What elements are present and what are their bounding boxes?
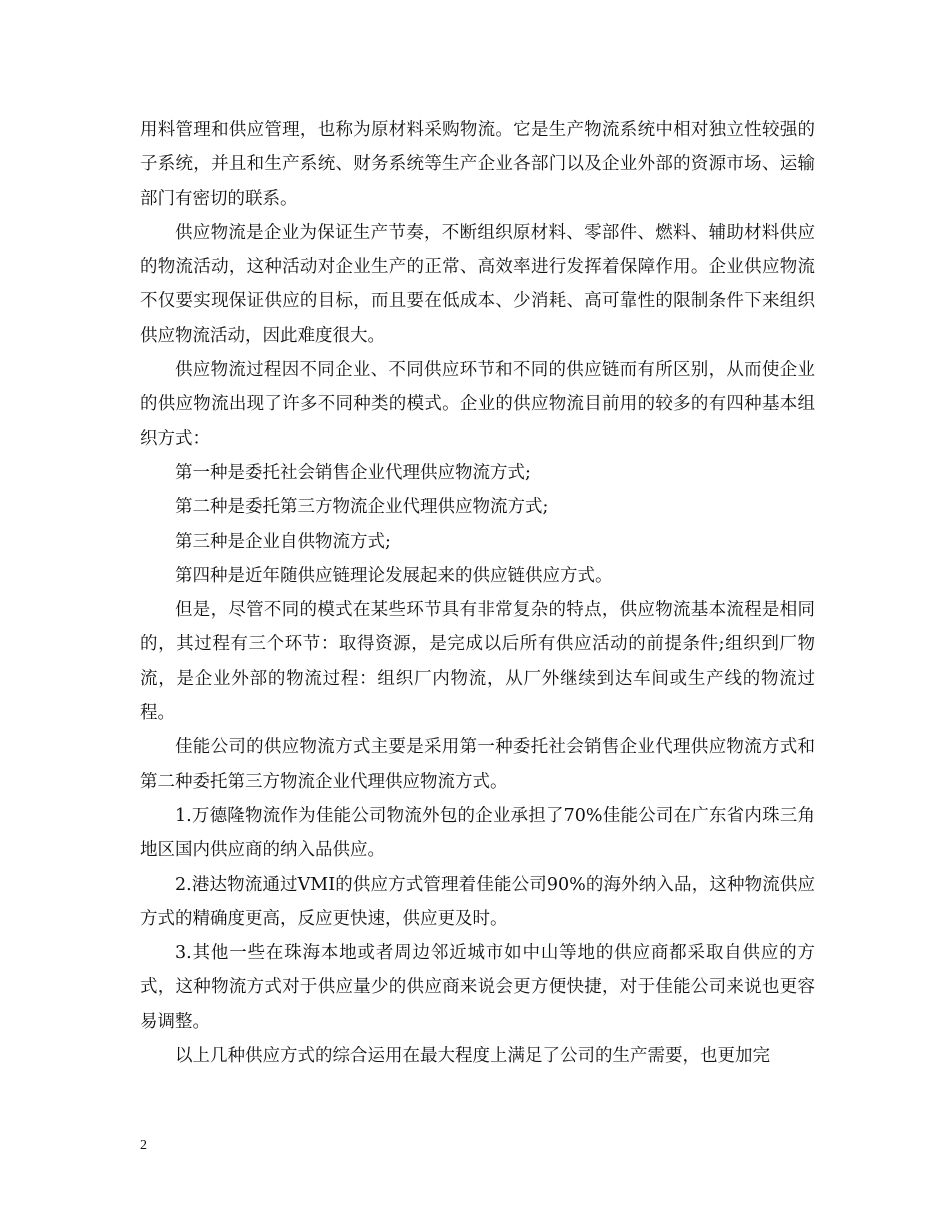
numbered-item-2: 2.港达物流通过VMI的供应方式管理着佳能公司90%的海外纳入品，这种物流供应方式的精确度更高，反应更快速，供应更及时。 (140, 874, 815, 929)
numbered-item-1: 1.万德隆物流作为佳能公司物流外包的企业承担了70%佳能公司在广东省内珠三角地区国内供应商的纳入品供应。 (140, 805, 815, 861)
paragraph-6: 以上几种供应方式的综合运用在最大程度上满足了公司的生产需要，也更加完 (175, 1046, 770, 1067)
list-item-3: 第三种是企业自供物流方式; (175, 531, 391, 552)
paragraph-4: 但是，尽管不同的模式在某些环节具有非常复杂的特点，供应物流基本流程是相同的，其过程有三个环节：取得资源，是完成以后所有供应活动的前提条件;组织到厂物流，是企业外部的物流过程：组织厂内物流，从厂外继续到达车间或生产线的物流过程。 (140, 600, 815, 724)
list-item-1: 第一种是委托社会销售企业代理供应物流方式; (175, 462, 531, 483)
paragraph-3: 供应物流过程因不同企业、不同供应环节和不同的供应链而有所区别，从而使企业的供应物流出现了许多不同种类的模式。企业的供应物流目前用的较多的有四种基本组织方式： (140, 360, 815, 449)
paragraph-2: 供应物流是企业为保证生产节奏，不断组织原材料、零部件、燃料、辅助材料供应的物流活动，这种活动对企业生产的正常、高效率进行发挥着保障作用。企业供应物流不仅要实现保证供应的目标，而且要在低成本、少消耗、高可靠性的限制条件下来组织供应物流活动，因此难度很大。 (140, 222, 815, 346)
paragraph-1: 用料管理和供应管理，也称为原材料采购物流。它是生产物流系统中相对独立性较强的子系统，并且和生产系统、财务系统等生产企业各部门以及企业外部的资源市场、运输部门有密切的联系。 (140, 120, 815, 209)
list-item-4: 第四种是近年随供应链理论发展起来的供应链供应方式。 (175, 565, 613, 586)
list-item-2: 第二种是委托第三方物流企业代理供应物流方式; (175, 497, 549, 518)
page-number: 2 (140, 1138, 147, 1153)
paragraph-5: 佳能公司的供应物流方式主要是采用第一种委托社会销售企业代理供应物流方式和第二种委托第三方物流企业代理供应物流方式。 (140, 737, 815, 792)
numbered-item-3: 3.其他一些在珠海本地或者周边邻近城市如中山等地的供应商都采取自供应的方式，这种物流方式对于供应量少的供应商来说会更方便快捷，对于佳能公司来说也更容易调整。 (140, 943, 815, 1032)
body-text (140, 113, 815, 1073)
